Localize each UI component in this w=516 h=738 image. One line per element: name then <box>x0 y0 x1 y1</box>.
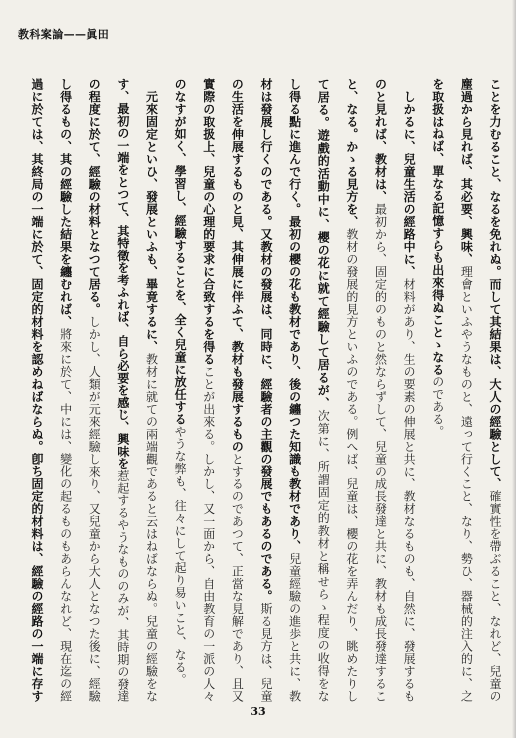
emphasized-text: のなすが如く、學習し、經驗することを、全く兒童に放任する <box>173 78 188 426</box>
text-column <box>173 78 187 702</box>
text-column <box>288 78 302 702</box>
text-column <box>145 78 159 702</box>
body-text: 最初から、固定的のものと然ならずして、兒童の成長發達と共に、教材も成長發達するこ <box>373 202 388 703</box>
emphasized-text: し得るもの、其の經驗した結果を纏むれば、 <box>58 78 73 328</box>
body-text: 將來に於て、中には、變化の起るものもあらんなれど、現在迄の經 <box>58 327 73 703</box>
emphasized-text: の程度に於て、經驗の材料となつて居る。 <box>87 78 102 316</box>
emphasized-text: 元來固定といひ、發展といふも、畢竟するに、 <box>144 78 159 353</box>
body-text: やうな弊も、往々にして起り易いこと、なる。 <box>173 425 188 686</box>
body-text: 確實性を帶ぶること、なれど、兒童の <box>488 490 502 703</box>
text-column <box>459 78 473 702</box>
page-number: 33 <box>250 705 266 718</box>
text-column <box>402 78 416 702</box>
emphasized-text: 材は發展し行くのである。又教材の發展は、同時に、經驗者の主觀の發展でもあるのである。 <box>259 78 273 603</box>
text-column <box>59 78 73 702</box>
body-text: 次第に、所謂固定的教材と稱せらゝ程度の收得をな <box>316 409 331 702</box>
body-text: 斯る見方は、兒童 <box>259 602 273 703</box>
text-column <box>30 78 44 702</box>
emphasized-text: て居る。遊戲的活動中に、櫻の花に就て經驗して居るが、 <box>316 78 331 410</box>
body-text: 理會といふやうなものと、遠って行くこと、なり、勢ひ、器械的注入的に、之 <box>459 265 474 703</box>
body-text: とするのであつて、正當な見解であり、且又 <box>230 452 245 703</box>
emphasized-text: と、なる。かゝる見方を、 <box>344 78 359 228</box>
text-column <box>259 78 273 702</box>
text-column <box>116 78 130 702</box>
text-column <box>316 78 330 702</box>
emphasized-text: しかるに、兒童生活の經路中に、 <box>402 78 417 278</box>
text-column <box>488 78 502 702</box>
emphasized-text: 過に於ては、其終局の一端に於て、固定的材料を認めねばならぬ。卽ち固定的材料は、經驗の經路の一端に存す <box>30 78 44 703</box>
text-column <box>374 78 388 702</box>
body-text: 惹起するやうなもののみが、其時期の發達 <box>115 469 130 703</box>
text-column <box>202 78 216 702</box>
body-text: 材料があり、生の要素の伸展と共に、教材なるものも、自然に、發展するも <box>402 277 417 703</box>
emphasized-text: 塵過から見れば、其必要、興味、 <box>459 78 474 266</box>
emphasized-text: のと見れば、教材は、 <box>373 78 388 203</box>
body-text: 教材に就ての兩端觀であると云はねばならぬ。兒童の經驗をな <box>144 352 159 703</box>
body-text: 兒童經驗の進歩と共に、教 <box>287 552 302 703</box>
emphasized-text: ことを力むること、なるを免れぬ。而して其結果は、大人の經驗として、 <box>488 78 502 491</box>
emphasized-text: の生活を伸展するものと見、其伸展に伴ふて、教材も發展するもの <box>230 78 245 453</box>
text-column <box>230 78 244 702</box>
body-text: 教材の發展的見方といふのである。例へば、兒童は、櫻の花を弄んだり、眺めたりし <box>344 227 359 703</box>
text-column <box>345 78 359 702</box>
body-text: ことが出來る。しかし、又一面から、自由教育の一派の人々 <box>201 365 216 703</box>
body-text: のである。 <box>430 375 445 438</box>
running-head: 教科案論——眞田 <box>18 28 110 41</box>
emphasized-text: 實際の取扱上、兒童の心理的要求に合致するを得る <box>201 78 216 366</box>
text-column <box>87 78 101 702</box>
emphasized-text: し得る點に進んで行く。最初の櫻の花も教材であり、後の纏つた知識も教材であり、 <box>287 78 302 553</box>
body-text: しかし、人類が元來經驗し來り、又兒童から大人となつた後に、經驗 <box>87 315 102 703</box>
emphasized-text: す、最初の一端をとつて、其特徵を考ふれば、自ら必要を感じ、興味を <box>115 78 130 470</box>
emphasized-text: を取扱はねば、單なる記憶すらも出來得ぬことゝなる <box>430 78 445 376</box>
body-text-block <box>30 78 502 702</box>
text-column <box>431 78 445 702</box>
